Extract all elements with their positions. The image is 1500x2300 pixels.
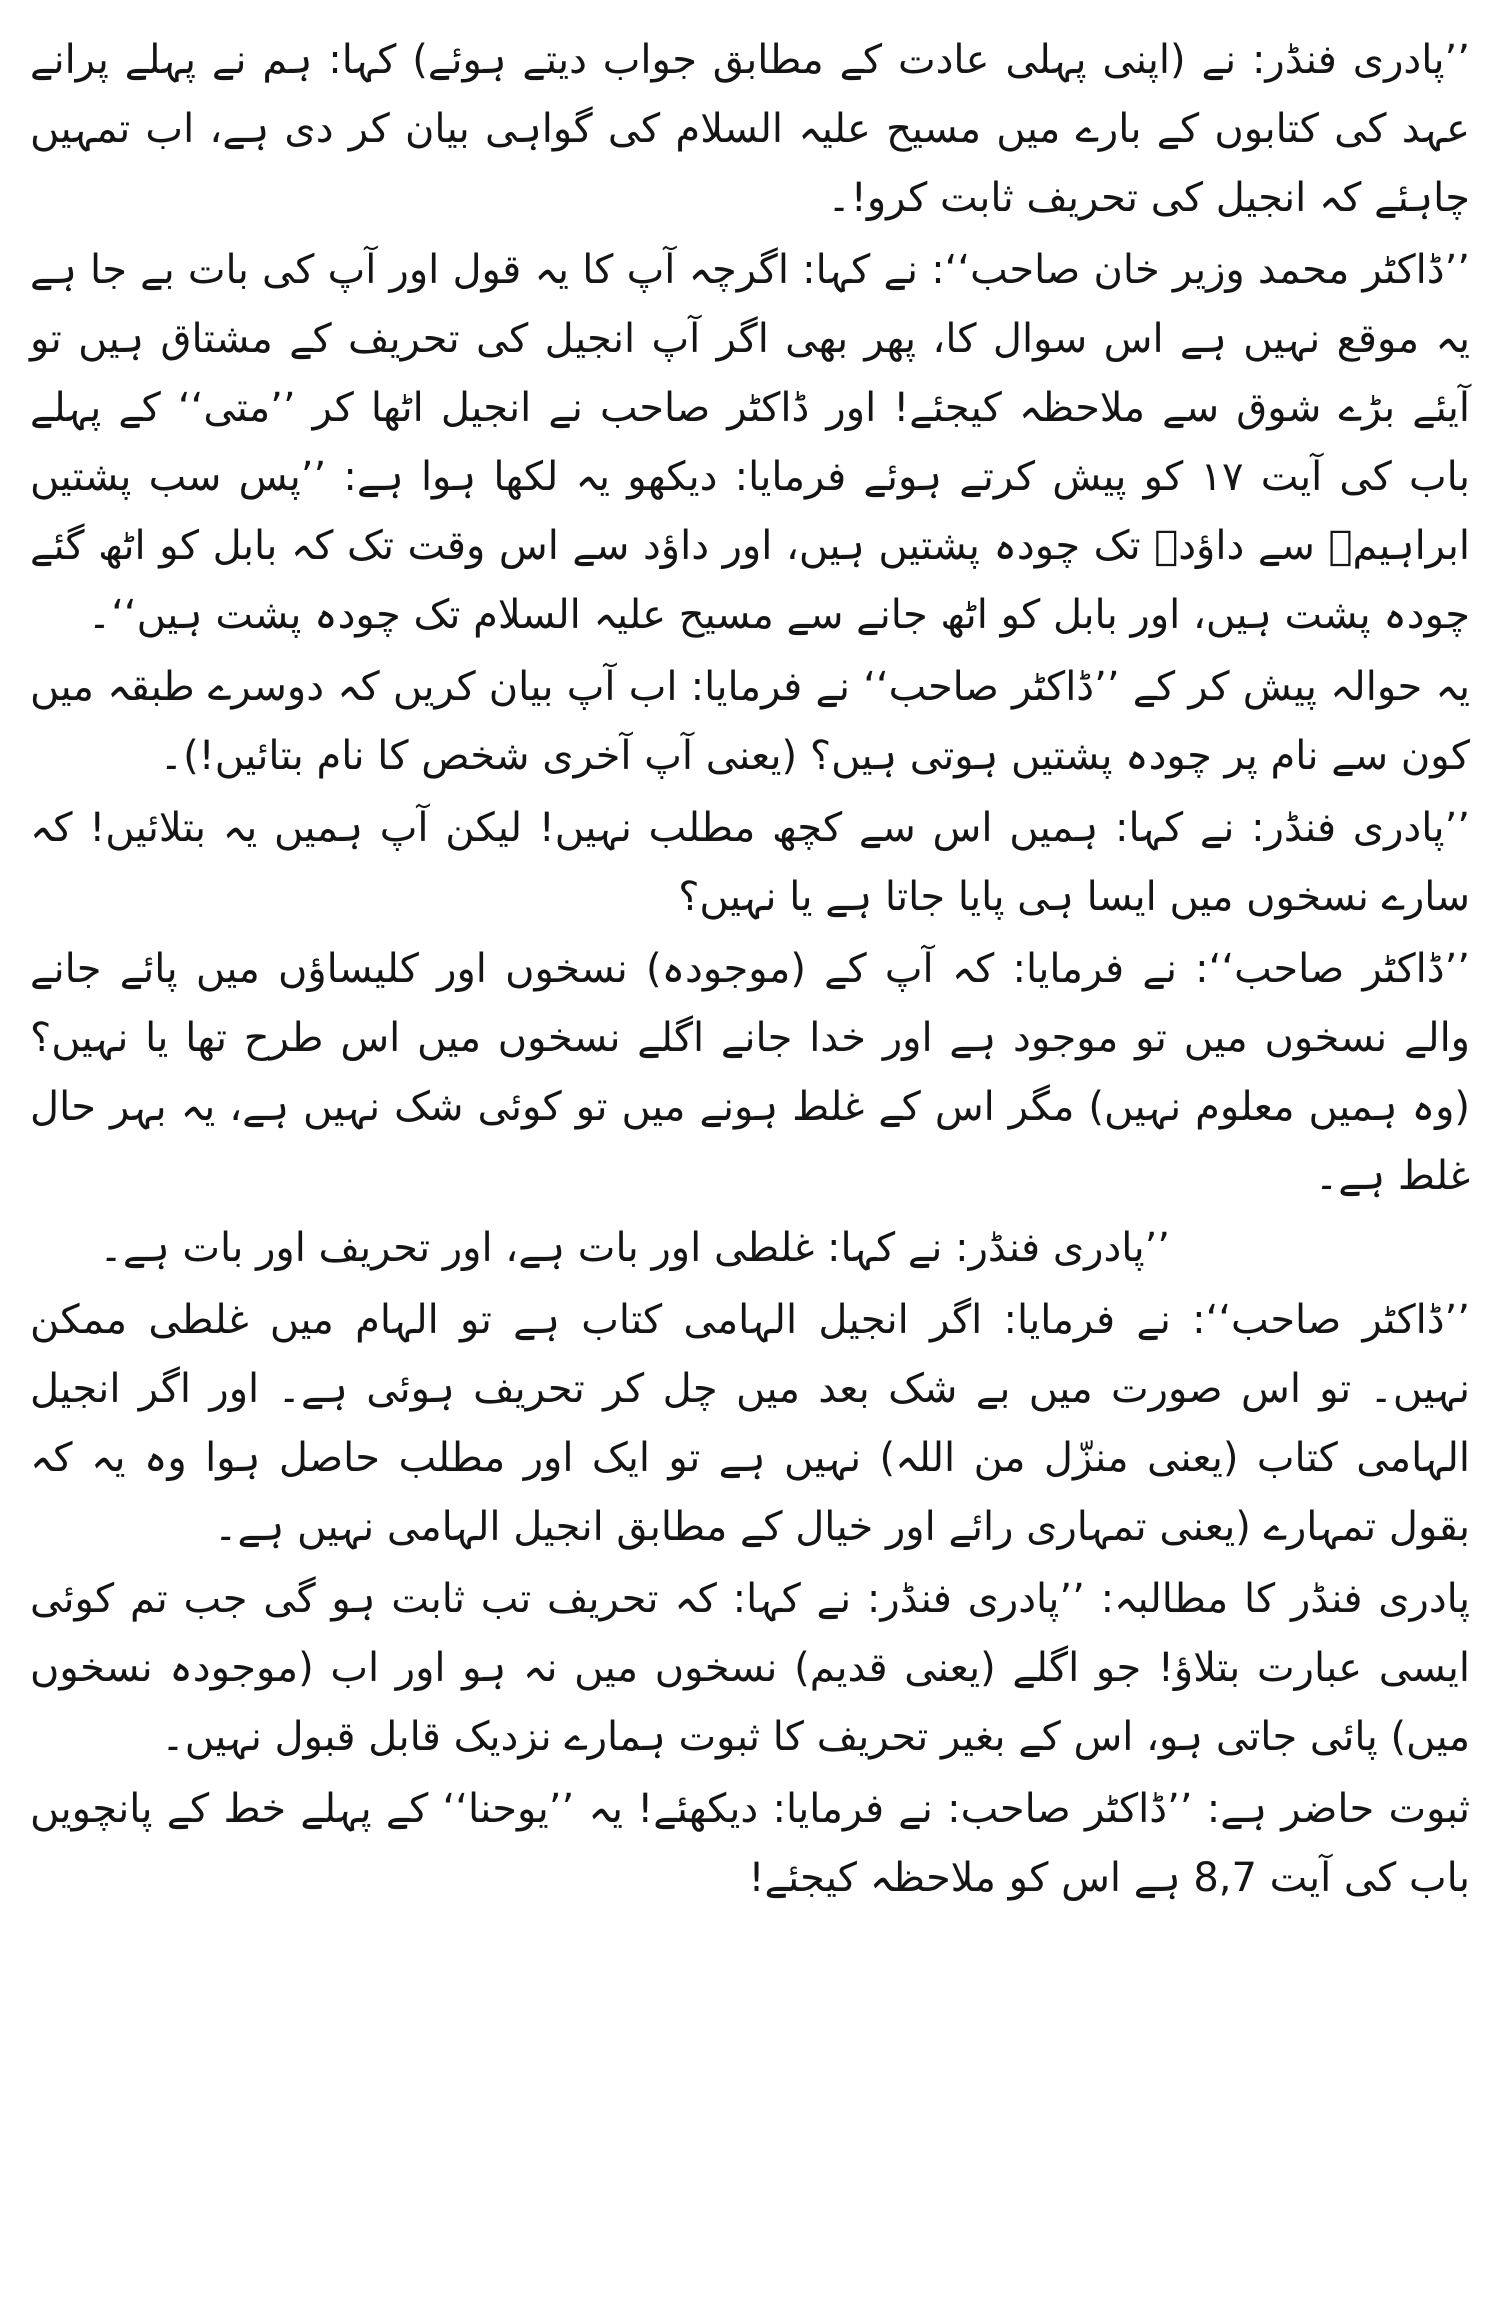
paragraph-5: ’’ڈاکٹر صاحب‘‘: نے فرمایا: کہ آپ کے (موجودہ) نسخوں اور کلیساؤں میں پائے جانے والے نسخوں میں تو موجود ہے اور خدا جانے اگلے نسخوں میں اس طرح تھا یا نہیں؟ (وہ ہمیں معلوم نہیں) مگر اس کے غلط ہونے میں تو کوئی شک نہیں ہے، یہ بہر حال غلط ہے۔ [30,946,1470,1199]
paragraph-9: ثبوت حاضر ہے: ’’ڈاکٹر صاحب: نے فرمایا: دیکھئے! یہ ’’یوحنا‘‘ کے پہلے خط کے پانچویں باب کی آیت 8,7 ہے اس کو ملاحظہ کیجئے! [30,1786,1470,1901]
paragraph-3: یہ حوالہ پیش کر کے ’’ڈاکٹر صاحب‘‘ نے فرمایا: اب آپ بیان کریں کہ دوسرے طبقہ میں کون سے نام پر چودہ پشتیں ہوتی ہیں؟ (یعنی آپ آخری شخص کا نام بتائیں!)۔ [30,664,1470,779]
paragraph-6: ’’پادری فنڈر: نے کہا: غلطی اور بات ہے، اور تحریف اور بات ہے۔ [99,1225,1170,1271]
paragraph-1: ’’پادری فنڈر: نے (اپنی پہلی عادت کے مطابق جواب دیتے ہوئے) کہا: ہم نے پہلے پرانے عہد کی کتابوں کے بارے میں مسیح علیہ السلام کی گواہی بیان کر دی ہے، اب تمہیں چاہئے کہ انجیل کی تحریف ثابت کرو!۔ [30,37,1470,221]
paragraph-7: ’’ڈاکٹر صاحب‘‘: نے فرمایا: اگر انجیل الہامی کتاب ہے تو الہام میں غلطی ممکن نہیں۔ تو اس صورت میں بے شک بعد میں چل کر تحریف ہوئی ہے۔ اور اگر انجیل الہامی کتاب (یعنی منزّل من اللہ) نہیں ہے تو ایک اور مطلب حاصل ہوا وہ یہ کہ بقول تمہارے (یعنی تمہاری رائے اور خیال کے مطابق انجیل الہامی نہیں ہے۔ [30,1297,1470,1550]
paragraph-8: پادری فنڈر کا مطالبہ: ’’پادری فنڈر: نے کہا: کہ تحریف تب ثابت ہو گی جب تم کوئی ایسی عبارت بتلاؤ! جو اگلے (یعنی قدیم) نسخوں میں نہ ہو اور اب (موجودہ نسخوں میں) پائی جاتی ہو، اس کے بغیر تحریف کا ثبوت ہمارے نزدیک قابل قبول نہیں۔ [30,1576,1470,1760]
paragraph-4: ’’پادری فنڈر: نے کہا: ہمیں اس سے کچھ مطلب نہیں! لیکن آپ ہمیں یہ بتلائیں! کہ سارے نسخوں میں ایسا ہی پایا جاتا ہے یا نہیں؟ [30,805,1470,920]
paragraph-2: ’’ڈاکٹر محمد وزیر خان صاحب‘‘: نے کہا: اگرچہ آپ کا یہ قول اور آپ کی بات بے جا ہے یہ موقع نہیں ہے اس سوال کا، پھر بھی اگر آپ انجیل کی تحریف کے مشتاق ہیں تو آیئے بڑے شوق سے ملاحظہ کیجئے! اور ڈاکٹر صاحب نے انجیل اٹھا کر ’’متی‘‘ کے پہلے باب کی آیت ۱۷ کو پیش کرتے ہوئے فرمایا: دیکھو یہ لکھا ہوا ہے: ’’پس سب پشتیں ابراہیمؑ سے داؤدؑ تک چودہ پشتیں ہیں، اور داؤد سے اس وقت تک کہ بابل کو اٹھ گئے چودہ پشت ہیں، اور بابل کو اٹھ جانے سے مسیح علیہ السلام تک چودہ پشت ہیں‘‘۔ [30,247,1470,638]
